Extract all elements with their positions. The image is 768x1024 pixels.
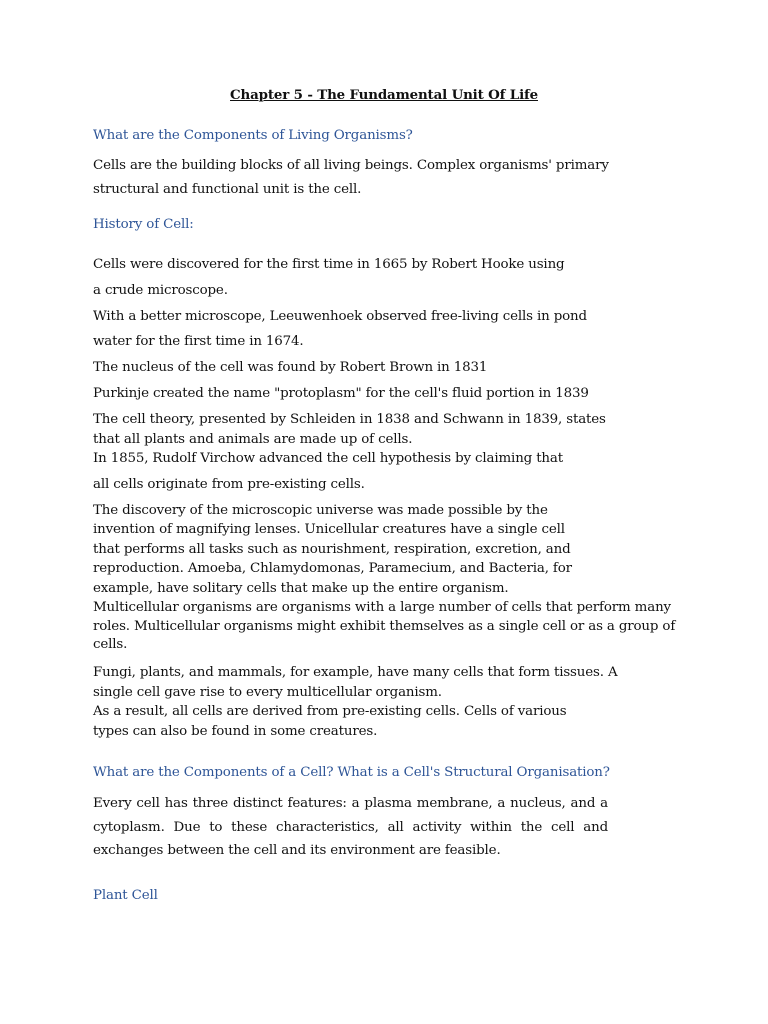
paragraph-line: reproduction. Amoeba, Chlamydomonas, Paramecium, and Bacteria, for [93,561,572,576]
paragraph-line: The discovery of the microscopic universe was made possible by the [93,503,548,518]
paragraph-line: Cells were discovered for the first time in 1665 by Robert Hooke using [93,257,565,272]
paragraph-line: types can also be found in some creatures. [93,724,378,739]
paragraph-line: water for the first time in 1674. [93,334,304,349]
paragraph-line: a crude microscope. [93,283,228,298]
section-heading-plant-cell: Plant Cell [93,888,158,903]
paragraph-line: In 1855, Rudolf Virchow advanced the cell hypothesis by claiming that [93,451,563,466]
paragraph-line: Fungi, plants, and mammals, for example, have many cells that form tissues. A [93,665,618,680]
section-heading-history: History of Cell: [93,217,194,232]
paragraph-line: As a result, all cells are derived from pre-existing cells. Cells of various [93,704,567,719]
paragraph-line: cells. [93,637,128,652]
paragraph-line: The cell theory, presented by Schleiden in 1838 and Schwann in 1839, states [93,412,606,427]
paragraph-line: that performs all tasks such as nourishment, respiration, excretion, and [93,542,571,557]
section-heading-cell-structure: What are the Components of a Cell? What is a Cell's Structural Organisation? [93,765,610,780]
paragraph-line: roles. Multicellular organisms might exhibit themselves as a single cell or as a group of [93,619,676,634]
paragraph-line: Cells are the building blocks of all living beings. Complex organisms' primary [93,158,609,173]
paragraph-line: structural and functional unit is the cell. [93,182,362,197]
page-title: Chapter 5 - The Fundamental Unit Of Life [230,87,538,103]
paragraph-line: With a better microscope, Leeuwenhoek observed free-living cells in pond [93,309,587,324]
paragraph-line: The nucleus of the cell was found by Robert Brown in 1831 [93,360,488,375]
paragraph-cell-features: Every cell has three distinct features: a plasma membrane, a nucleus, and a cytoplasm. Due to these characteristics, all activity within the cell and exchanges between the cell and its environment are feasible. [93,796,608,858]
paragraph-line: Multicellular organisms are organisms with a large number of cells that perform many [93,600,671,615]
section-heading-components: What are the Components of Living Organisms? [93,128,413,143]
paragraph-line: example, have solitary cells that make up the entire organism. [93,581,509,596]
paragraph-line: that all plants and animals are made up of cells. [93,432,413,447]
paragraph-line: single cell gave rise to every multicellular organism. [93,685,442,700]
paragraph-line: all cells originate from pre-existing cells. [93,477,365,492]
paragraph-line: invention of magnifying lenses. Unicellular creatures have a single cell [93,522,565,537]
paragraph-line: Purkinje created the name "protoplasm" for the cell's fluid portion in 1839 [93,386,589,401]
